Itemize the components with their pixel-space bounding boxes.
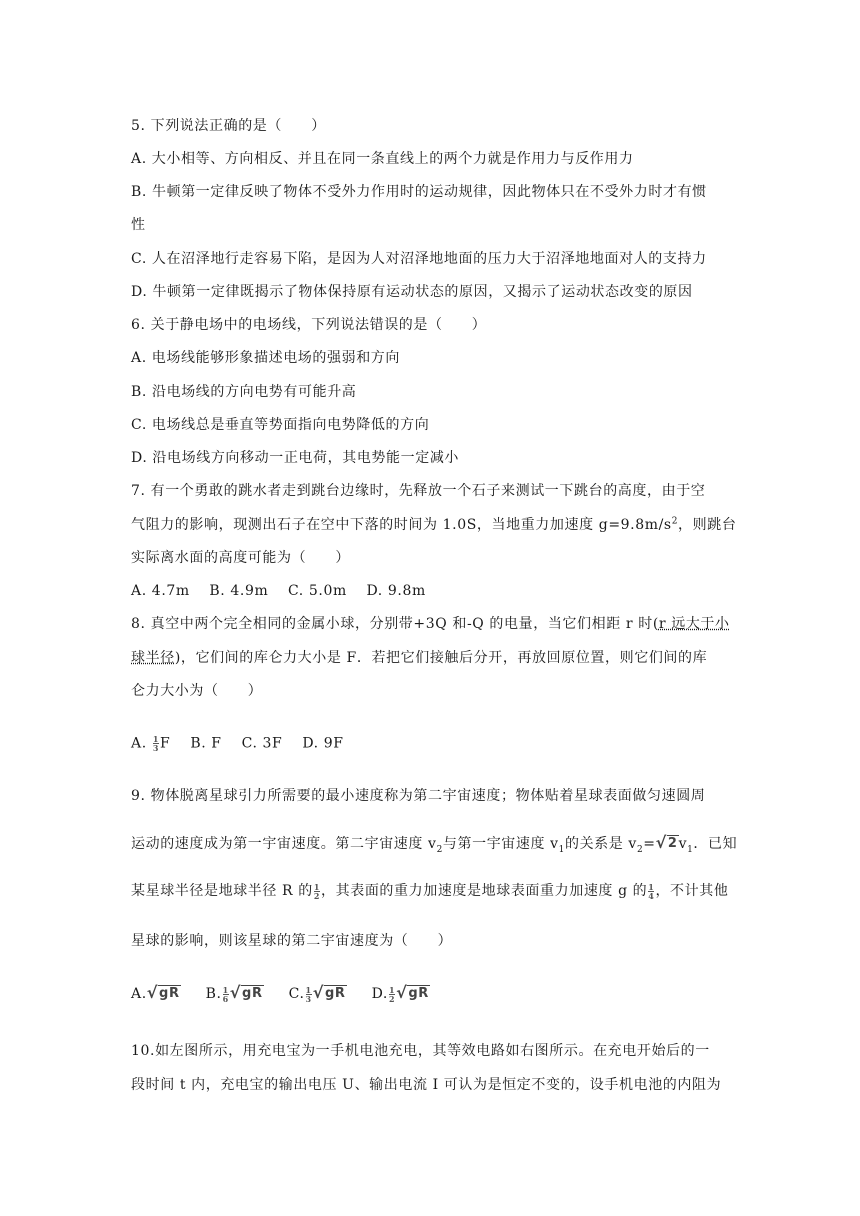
question-5-option-b-line2: 性 — [131, 217, 146, 233]
question-8-options: A. $\frac{1}{3}$ F B. F C. 3F D. 9F — [131, 734, 344, 753]
fraction-one-sixth: $\frac{1}{6}$ — [222, 984, 229, 1004]
sqrt-gR-b: √ gR — [229, 983, 263, 1002]
question-6-option-b: B. 沿电场线的方向电势有可能升高 — [131, 384, 357, 400]
question-6-stem: 6. 关于静电场中的电场线，下列说法错误的是（ ） — [131, 317, 487, 333]
question-8-line3: 仑力大小为（ ） — [131, 683, 263, 699]
question-9-line3: 某星球半径是地球半径 R 的 $\frac{1}{2}$ ，其表面的重力加速度是地球表面重力加速度 g 的 $\frac{1}{4}$ ，不计其他 — [131, 881, 729, 901]
question-9-options: A. √ gR B. $\frac{1}{6}$ √ gR C. $\frac{1}{3}$ √ gR D. $\frac{1}{2}$ √ gR — [131, 983, 429, 1004]
question-7-options: A. 4.7m B. 4.9m C. 5.0m D. 9.8m — [131, 583, 426, 599]
sqrt-two: √ 2 — [655, 833, 678, 852]
question-8-line2: 球半径)，它们间的库仑力大小是 F．若把它们接触后分开，再放回原位置，则它们间的库 — [131, 650, 708, 666]
question-9-line1: 9. 物体脱离星球引力所需要的最小速度称为第二宇宙速度；物体贴着星球表面做匀速圆周 — [131, 788, 706, 804]
fraction-one-quarter: $\frac{1}{4}$ — [648, 881, 655, 901]
question-6-option-c: C. 电场线总是垂直等势面指向电势降低的方向 — [131, 417, 430, 433]
question-10-line1: 10.如左图所示，用充电宝为一手机电池充电，其等效电路如右图所示。在充电开始后的一 — [131, 1043, 710, 1059]
question-5-option-d: D. 牛顿第一定律既揭示了物体保持原有运动状态的原因，又揭示了运动状态改变的原因 — [131, 284, 693, 300]
question-9-line4: 星球的影响，则该星球的第二宇宙速度为（ ） — [131, 933, 453, 949]
fraction-one-third: $\frac{1}{3}$ — [152, 734, 159, 753]
question-8-line1: 8. 真空中两个完全相同的金属小球，分别带+3Q 和-Q 的电量，当它们相距 r 时(r 远大于小 — [131, 616, 730, 632]
question-10-line2: 段时间 t 内，充电宝的输出电压 U、输出电流 I 可认为是恒定不变的，设手机电池的内阻为 — [131, 1077, 722, 1093]
question-5-stem: 5. 下列说法正确的是（ ） — [131, 118, 326, 134]
question-7-line1: 7. 有一个勇敢的跳水者走到跳台边缘时，先释放一个石子来测试一下跳台的高度，由于空 — [131, 483, 706, 499]
question-7-line3: 实际离水面的高度可能为（ ） — [131, 550, 350, 566]
question-6-option-a: A. 电场线能够形象描述电场的强弱和方向 — [131, 350, 401, 366]
question-5-option-a: A. 大小相等、方向相反、并且在同一条直线上的两个力就是作用力与反作用力 — [131, 151, 634, 167]
sqrt-gR-c: √ gR — [312, 983, 346, 1002]
fraction-one-half: $\frac{1}{2}$ — [313, 881, 321, 901]
question-6-option-d: D. 沿电场线方向移动一正电荷，其电势能一定减小 — [131, 450, 460, 466]
sqrt-gR-d: √ gR — [396, 983, 429, 1002]
question-5-option-c: C. 人在沼泽地行走容易下陷，是因为人对沼泽地地面的压力大于沼泽地地面对人的支持力 — [131, 251, 707, 267]
question-5-option-b-line1: B. 牛顿第一定律反映了物体不受外力作用时的运动规律，因此物体只在不受外力时才有惯 — [131, 184, 707, 200]
question-9-line2: 运动的速度成为第一宇宙速度。第二宇宙速度 $v_2$与第一宇宙速度 $v_1$的关系是 $v_2=$ √ 2 $v_1$．已知 — [131, 833, 738, 855]
fraction-one-half-d: $\frac{1}{2}$ — [388, 984, 396, 1004]
sqrt-gR-a: √ gR — [146, 983, 180, 1002]
question-7-line2: 气阻力的影响，现测出石子在空中下落的时间为 1.0S，当地重力加速度 $g=9.8m/s^2$，则跳台 — [131, 516, 737, 533]
fraction-one-third-c: $\frac{1}{3}$ — [305, 984, 312, 1004]
